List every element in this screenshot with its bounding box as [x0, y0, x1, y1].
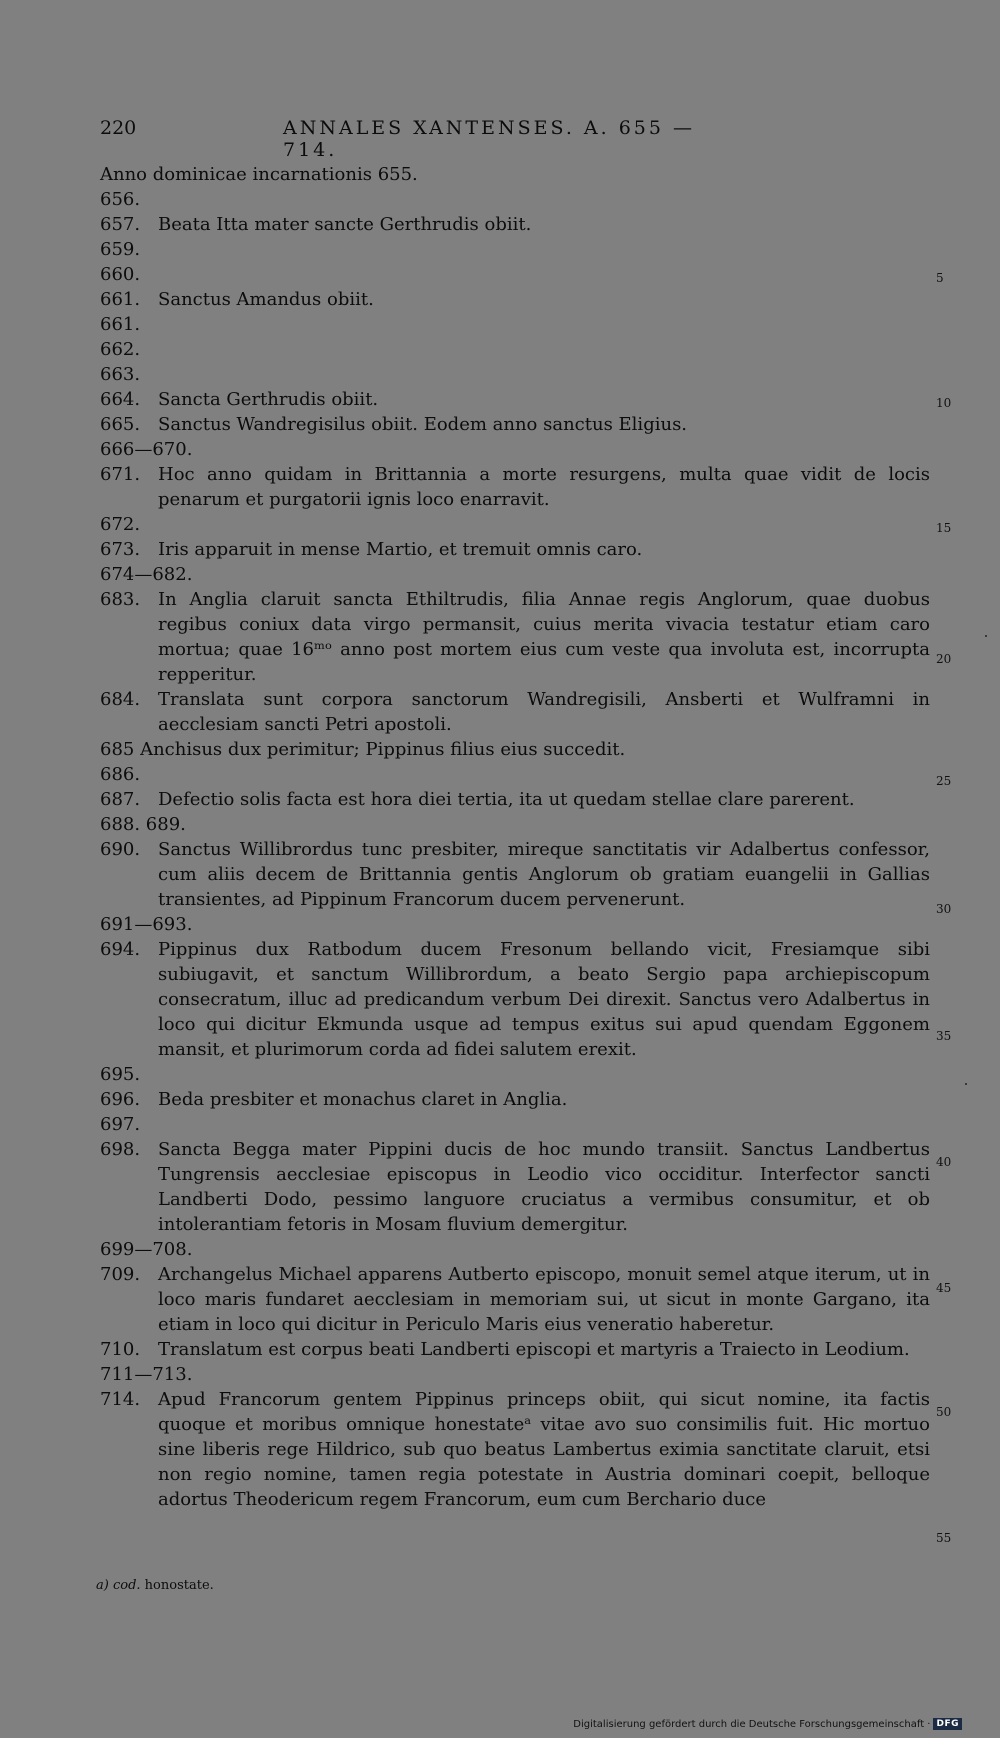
entry-year: 710. [100, 1339, 141, 1360]
page-header [100, 117, 752, 161]
entry-text: Sanctus Amandus obiit. [158, 289, 374, 310]
line-number-margin: 40 [936, 1155, 952, 1169]
scan-speck [965, 1083, 967, 1085]
annal-entry [100, 212, 930, 237]
entry-year: 711—713. [100, 1364, 193, 1385]
annal-entry [100, 362, 930, 387]
entry-text: Sancta Gerthrudis obiit. [158, 389, 379, 410]
footnote-source: cod. [112, 1578, 141, 1593]
entry-text: In Anglia claruit sancta Ethiltrudis, filia Annae regis Anglorum, quae duobus regibus coniux data virgo permansit, cuius merita vivacia testatur etiam caro mortua; quae 16ᵐᵒ anno post mortem eius cum veste qua involuta est, incorrupta repperitur. [158, 589, 930, 685]
entry-year: 686. [100, 764, 141, 785]
dfg-logo: DFG [933, 1718, 962, 1730]
entry-year: 685 Anchisus dux perimitur; Pippinus filius eius succedit. [100, 739, 626, 760]
entry-year: 695. [100, 1064, 141, 1085]
annal-entry [100, 937, 930, 1062]
annal-entry [100, 1087, 930, 1112]
entry-year: 663. [100, 364, 141, 385]
line-number-margin: 25 [936, 774, 952, 788]
entry-text: Iris apparuit in mense Martio, et tremuit omnis caro. [158, 539, 643, 560]
entry-year: 684. [100, 689, 141, 710]
line-number-margin: 5 [936, 271, 944, 285]
credit-text: Digitalisierung gefördert durch die Deutsche Forschungsgemeinschaft · [573, 1718, 931, 1730]
entry-year: 662. [100, 339, 141, 360]
entry-text: Apud Francorum gentem Pippinus princeps obiit, qui sicut nomine, ita factis quoque et moribus omnique honestateᵃ vitae avo suo consimilis fuit. Hic mortuo sine liberis rege Hildrico, sub quo beatus Lambertus eximia sanctitate claruit, etsi non regio nomine, tamen regia potestate in Austria dominari coepit, belloque adortus Theodericum regem Francorum, eum cum Berchario duce [158, 1389, 930, 1510]
annal-entry [100, 587, 930, 687]
entry-text: Translatum est corpus beati Landberti episcopi et martyris a Traiecto in Leodium. [158, 1339, 910, 1360]
entry-year: Anno dominicae incarnationis 655. [100, 164, 418, 185]
entry-year: 672. [100, 514, 141, 535]
annal-entry [100, 837, 930, 912]
footnote-text: honostate. [144, 1578, 214, 1593]
entry-year: 671. [100, 464, 141, 485]
annal-entry [100, 1137, 930, 1237]
line-number-margin: 15 [936, 521, 952, 535]
entry-year: 696. [100, 1089, 141, 1110]
annal-entry [100, 1337, 930, 1362]
entry-year: 666—670. [100, 439, 193, 460]
annal-entry [100, 262, 930, 287]
entry-year: 694. [100, 939, 141, 960]
annal-entry [100, 312, 930, 337]
entry-text: Archangelus Michael apparens Autberto episcopo, monuit semel atque iterum, ut in loco maris fundaret aecclesiam in memoriam sui, ut sicut in monte Gargano, ita etiam in loco qui dicitur in Periculo Maris eius veneratio haberetur. [158, 1264, 930, 1335]
annal-entry [100, 537, 930, 562]
entry-year: 709. [100, 1264, 141, 1285]
annal-entry [100, 562, 930, 587]
annal-entry [100, 1387, 930, 1512]
annal-entry [100, 1112, 930, 1137]
footnote [96, 1578, 214, 1593]
line-number-margin: 35 [936, 1029, 952, 1043]
scan-speck [985, 635, 987, 637]
entry-text: Beda presbiter et monachus claret in Anglia. [158, 1089, 568, 1110]
entry-year: 683. [100, 589, 141, 610]
entry-text: Defectio solis facta est hora diei tertia, ita ut quedam stellae clare parerent. [158, 789, 855, 810]
annal-entry [100, 687, 930, 737]
entry-text: Sanctus Willibrordus tunc presbiter, mireque sanctitatis vir Adalbertus confessor, cum aliis decem de Brittannia gentis Anglorum ob gratiam euangelii in Gallias transientes, ad Pippinum Francorum ducem pervenerunt. [158, 839, 930, 910]
page-number: 220 [100, 117, 137, 139]
annal-entry [100, 762, 930, 787]
annal-entry [100, 1237, 930, 1262]
annal-entry [100, 512, 930, 537]
entry-year: 690. [100, 839, 141, 860]
annal-entry [100, 387, 930, 412]
annal-entry [100, 812, 930, 837]
annal-entry [100, 337, 930, 362]
annal-entry [100, 462, 930, 512]
entry-year: 698. [100, 1139, 141, 1160]
annal-entry [100, 237, 930, 262]
line-number-margin: 50 [936, 1405, 952, 1419]
entry-year: 665. [100, 414, 141, 435]
entry-text: Hoc anno quidam in Brittannia a morte resurgens, multa quae vidit de locis penarum et purgatorii ignis loco enarravit. [158, 464, 930, 510]
entry-year: 691—693. [100, 914, 193, 935]
entry-year: 699—708. [100, 1239, 193, 1260]
line-number-margin: 55 [936, 1531, 952, 1545]
entry-text: Sancta Begga mater Pippini ducis de hoc mundo transiit. Sanctus Landbertus Tungrensis aecclesiae episcopus in Leodio vico occiditur. Interfector sancti Landberti Dodo, pessimo languore cruciatus a vermibus consumitur, et ob intolerantiam fetoris in Mosam fluvium demergitur. [158, 1139, 930, 1235]
annal-entry [100, 412, 930, 437]
annal-entry [100, 437, 930, 462]
entry-year: 688. 689. [100, 814, 186, 835]
entry-year: 687. [100, 789, 141, 810]
entry-text: Translata sunt corpora sanctorum Wandregisili, Ansberti et Wulframni in aecclesiam sancti Petri apostoli. [158, 689, 930, 735]
annal-entry [100, 287, 930, 312]
annal-entry [100, 1062, 930, 1087]
entry-year: 656. [100, 189, 141, 210]
digitization-credit [573, 1718, 962, 1730]
entry-text: Sanctus Wandregisilus obiit. Eodem anno sanctus Eligius. [158, 414, 688, 435]
annal-entry [100, 912, 930, 937]
annal-entry [100, 787, 930, 812]
footnote-mark: a) [96, 1578, 109, 1593]
entry-text: Pippinus dux Ratbodum ducem Fresonum bellando vicit, Fresiamque sibi subiugavit, et sanctum Willibrordum, a beato Sergio papa archiepiscopum consecratum, illuc ad predicandum verbum Dei direxit. Sanctus vero Adalbertus in loco qui dicitur Ekmunda usque ad tempus exitus sui apud quendam Eggonem mansit, et plurimorum corda ad fidei salutem erexit. [158, 939, 930, 1060]
entry-year: 714. [100, 1389, 141, 1410]
entry-year: 657. [100, 214, 141, 235]
entry-year: 697. [100, 1114, 141, 1135]
entry-year: 673. [100, 539, 141, 560]
entry-year: 664. [100, 389, 141, 410]
annal-entry [100, 162, 930, 187]
line-number-margin: 30 [936, 902, 952, 916]
line-number-margin: 10 [936, 396, 952, 410]
annal-entry [100, 1262, 930, 1337]
entry-year: 661. [100, 314, 141, 335]
line-number-margin: 45 [936, 1281, 952, 1295]
annal-entry [100, 737, 930, 762]
annal-entry [100, 1362, 930, 1387]
entry-year: 660. [100, 264, 141, 285]
annal-entry [100, 187, 930, 212]
entry-year: 661. [100, 289, 141, 310]
entry-year: 674—682. [100, 564, 193, 585]
annals-text [100, 162, 930, 1512]
entry-year: 659. [100, 239, 141, 260]
entry-text: Beata Itta mater sancte Gerthrudis obiit. [158, 214, 532, 235]
line-number-margin: 20 [936, 652, 952, 666]
running-title: ANNALES XANTENSES. A. 655 — 714. [283, 117, 696, 161]
